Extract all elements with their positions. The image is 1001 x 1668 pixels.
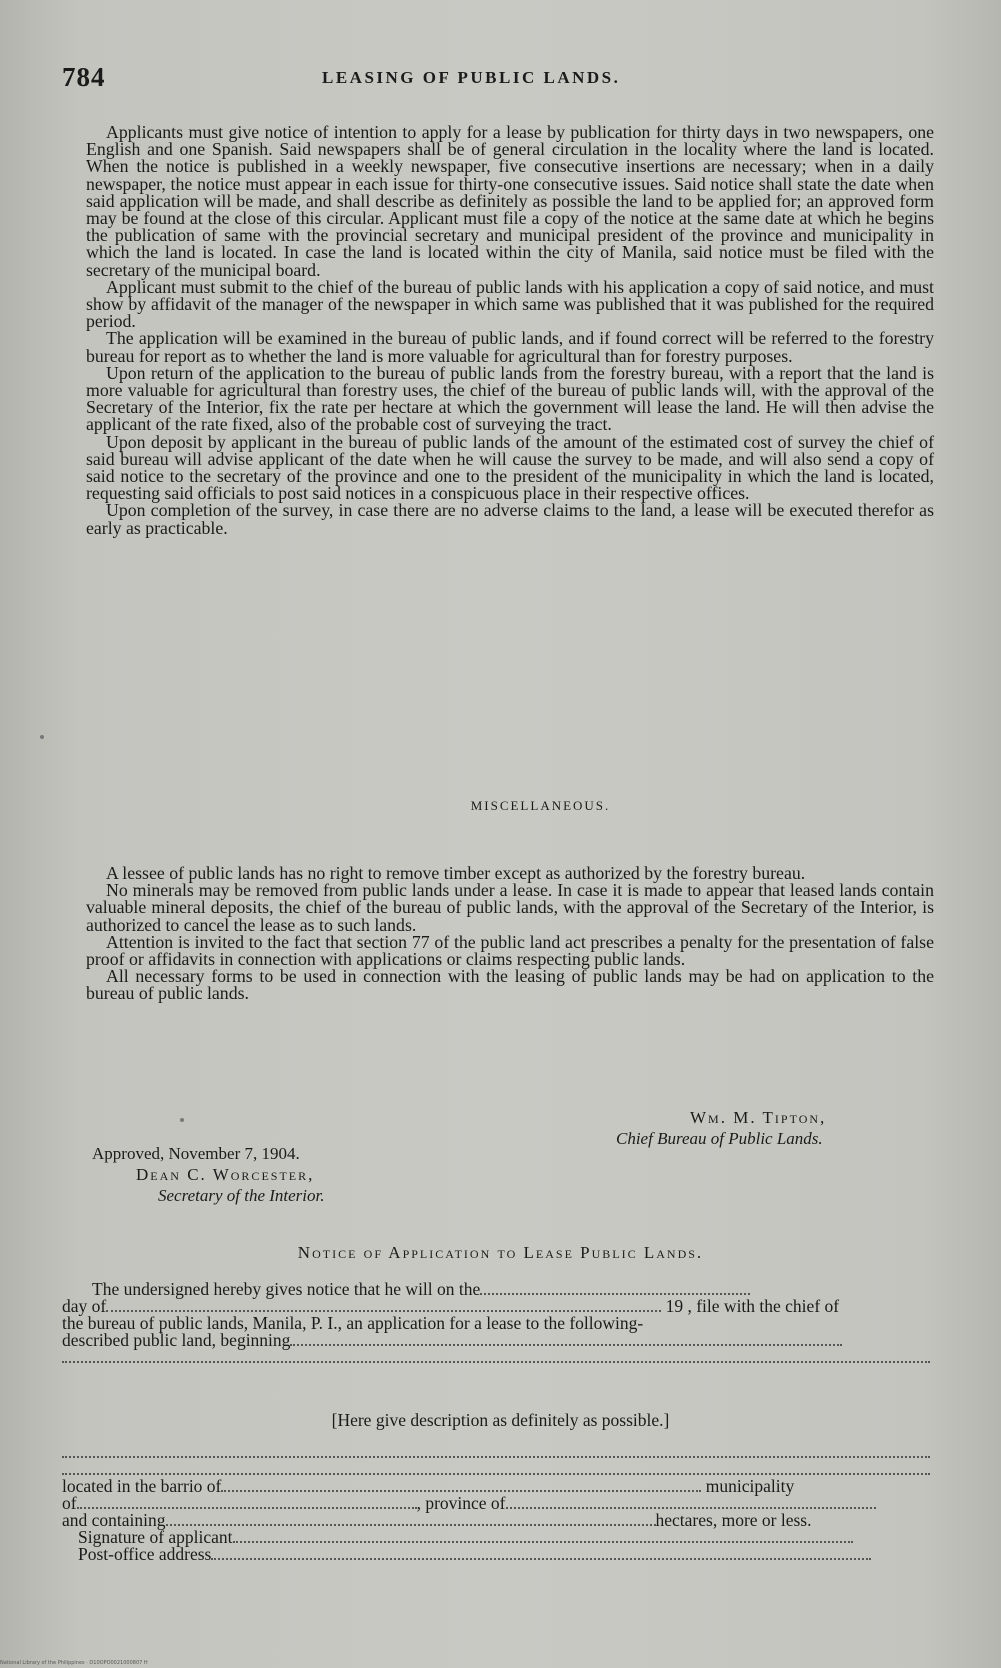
form-text: Signature of applicant [78, 1527, 233, 1547]
form-text: described public land, beginning [62, 1330, 291, 1350]
notice-form-part2 [62, 1444, 934, 1563]
paragraph: Upon completion of the survey, in case there are no adverse claims to the land, a lease will be executed therefor as early as practicable. [86, 500, 934, 538]
blank-month-field [106, 1298, 661, 1312]
paragraph: All necessary forms to be used in connection with the leasing of public lands may be had on application to the bureau of public lands. [86, 966, 934, 1004]
paper-speck [180, 1118, 184, 1122]
blank-address-field [211, 1546, 871, 1560]
approval-line: Approved, November 7, 1904. [92, 1144, 300, 1163]
form-line [62, 1349, 934, 1366]
form-text: located in the barrio of [62, 1476, 222, 1496]
page-header [62, 62, 932, 102]
miscellaneous-heading: MISCELLANEOUS. [470, 798, 611, 813]
paragraph: Applicants must give notice of intention to apply for a lease by publication for thirty days in two newspapers, one English and one Spanish. Said newspapers shall be of general circulation in the locality where the land is located. When the notice is published in a weekly newspaper, five consecutive insertions are necessary; when in a daily newspaper, the notice must appear in each issue for thirty-one consecutive issues. Said notice shall state the date when said application will be made, and shall describe as definitely as possible the land to be applied for; an approved form may be found at the close of this circular. Applicant must file a copy of the notice at the same date at which he begins the publication of same with the provincial secretary and municipal president of the province and municipality in which the land is located. In case the land is located within the city of Manila, said notice must be filed with the secretary of the municipal board. [86, 122, 934, 280]
form-text: and containing [62, 1510, 166, 1530]
blank-province-field [506, 1495, 876, 1509]
form-text: The undersigned hereby gives notice that he will on the [92, 1279, 481, 1299]
scan-footer: National Library of the Philippines · D10OPO0021000807 H [0, 1660, 148, 1666]
paper-speck [40, 735, 44, 739]
paragraph: Applicant must submit to the chief of the bureau of public lands with his application a copy of said notice, and must show by affidavit of the manager of the newspaper in which same was published that it was published for the required period. [86, 276, 934, 332]
form-line [62, 1546, 934, 1563]
form-text: hectares, more or less. [655, 1510, 812, 1530]
blank-description-field [62, 1349, 930, 1363]
paragraph: A lessee of public lands has no right to remove timber except as authorized by the forestry bureau. [106, 863, 806, 883]
blank-date-field [480, 1281, 750, 1295]
blank-municipality-field [77, 1495, 417, 1509]
signatory-name: Wm. M. Tipton, [690, 1108, 827, 1127]
notice-form-part1 [62, 1281, 934, 1366]
form-line [62, 1332, 934, 1349]
running-title: LEASING OF PUBLIC LANDS. [322, 68, 621, 87]
signatory-title: Chief Bureau of Public Lands. [616, 1129, 823, 1148]
form-text: the bureau of public lands, Manila, P. I., an application for a lease to the following- [62, 1313, 644, 1333]
blank-description-field [62, 1444, 930, 1458]
leasing-instructions [86, 124, 934, 537]
description-instruction: [Here give description as definitely as possible.] [331, 1410, 670, 1430]
paragraph: The application will be examined in the bureau of public lands, and if found correct will be referred to the forestry bureau for report as to whether the land is more valuable for agricultural than for forestry purposes. [86, 328, 934, 366]
paragraph: Attention is invited to the fact that section 77 of the public land act prescribes a penalty for the presentation of false proof or affidavits in connection with applications or claims respecting public lands. [86, 931, 934, 970]
approver-title: Secretary of the Interior. [158, 1186, 325, 1205]
blank-description-field [290, 1332, 842, 1346]
form-text: day of [62, 1296, 107, 1316]
form-text: of [62, 1493, 77, 1513]
blank-signature-field [233, 1529, 853, 1543]
miscellaneous-section [86, 865, 934, 1003]
blank-area-field [166, 1512, 656, 1526]
approver-name: Dean C. Worcester, [136, 1165, 315, 1184]
form-text: , province of [416, 1493, 506, 1513]
paragraph: Upon deposit by applicant in the bureau of public lands of the amount of the estimated cost of survey the chief of said bureau will advise applicant of the date when he will cause the survey to be made, and will also send a copy of said notice to the secretary of the province and one to the president of the municipality in which the land is located, requesting said officials to post said notices in a conspicuous place in their respective offices. [86, 431, 934, 504]
blank-description-field [62, 1461, 930, 1475]
form-text: municipality [705, 1476, 795, 1496]
form-text: Post-office address [78, 1544, 212, 1564]
paragraph: Upon return of the application to the bureau of public lands from the forestry bureau, with a report that the land is more valuable for agricultural than forestry uses, the chief of the bureau of public lands will, with the approval of the Secretary of the Interior, fix the rate per hectare at which the government will lease the land. He will then advise the applicant of the rate fixed, also of the probable cost of surveying the tract. [86, 362, 934, 435]
paragraph: No minerals may be removed from public lands under a lease. In case it is made to appear that leased lands contain valuable mineral deposits, the chief of the bureau of public lands, with the approval of the Secretary of the Interior, is authorized to cancel the lease as to such lands. [86, 880, 934, 935]
form-text: 19 , file with the chief of [665, 1296, 840, 1316]
form-line [62, 1444, 934, 1461]
notice-heading: Notice of Application to Lease Public Lands. [297, 1243, 704, 1262]
page-number: 784 [62, 62, 106, 92]
blank-barrio-field [221, 1478, 701, 1492]
